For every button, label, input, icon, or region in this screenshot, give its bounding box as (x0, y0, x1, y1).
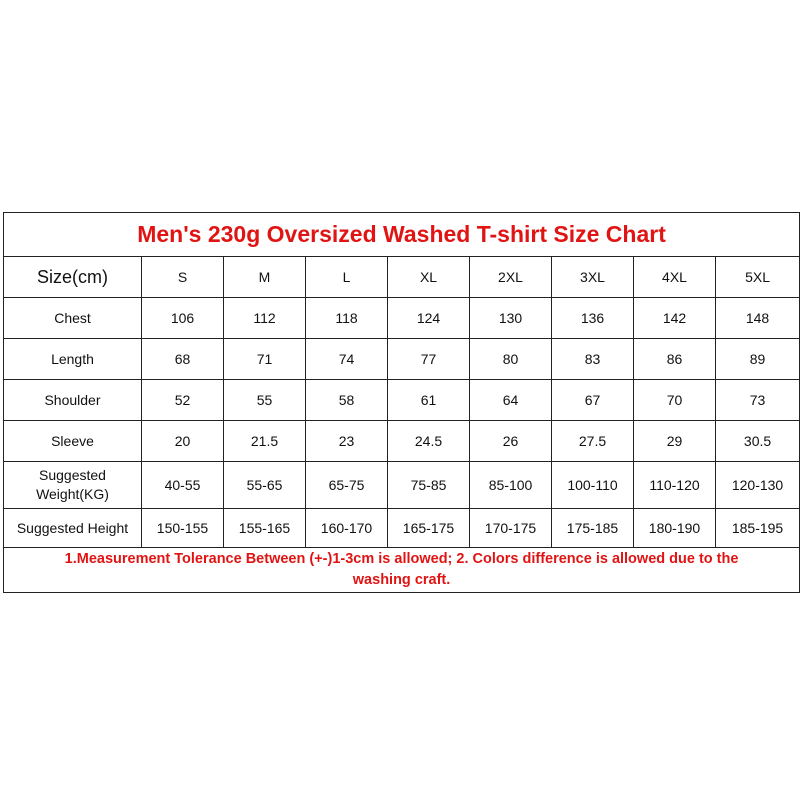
table-cell: 155-165 (224, 509, 306, 548)
note-line: washing craft. (352, 572, 451, 588)
size-header-cell: 5XL (716, 257, 800, 298)
table-cell: 68 (142, 339, 224, 380)
row-label: Chest (4, 298, 142, 339)
table-cell: 55-65 (224, 462, 306, 509)
table-cell: 100-110 (552, 462, 634, 509)
table-header-row (4, 257, 800, 298)
row-label: Length (4, 339, 142, 380)
note-line: 1.Measurement Tolerance Between (+-)1-3cm is allowed; 2. Colors difference is allowed due to the (64, 551, 739, 567)
table-row-length (4, 339, 800, 380)
table-cell: 71 (224, 339, 306, 380)
row-label-line: Weight(KG) (36, 486, 109, 502)
table-cell: 61 (388, 380, 470, 421)
size-header-cell: S (142, 257, 224, 298)
table-row-sleeve (4, 421, 800, 462)
table-cell: 58 (306, 380, 388, 421)
size-header-cell: M (224, 257, 306, 298)
table-cell: 112 (224, 298, 306, 339)
table-cell: 130 (470, 298, 552, 339)
table-cell: 150-155 (142, 509, 224, 548)
table-cell: 74 (306, 339, 388, 380)
table-cell: 70 (634, 380, 716, 421)
table-cell: 106 (142, 298, 224, 339)
table-cell: 136 (552, 298, 634, 339)
table-cell: 180-190 (634, 509, 716, 548)
table-cell: 185-195 (716, 509, 800, 548)
chart-title-cell (4, 213, 800, 257)
table-cell: 142 (634, 298, 716, 339)
size-header-cell: 2XL (470, 257, 552, 298)
table-row-suggested-weight (4, 462, 800, 509)
row-label: Sleeve (4, 421, 142, 462)
table-cell: 67 (552, 380, 634, 421)
table-cell: 27.5 (552, 421, 634, 462)
table-cell: 23 (306, 421, 388, 462)
table-cell: 85-100 (470, 462, 552, 509)
size-header-cell: L (306, 257, 388, 298)
table-cell: 65-75 (306, 462, 388, 509)
table-cell: 86 (634, 339, 716, 380)
table-cell: 124 (388, 298, 470, 339)
row-label (4, 462, 142, 509)
size-header-cell: 4XL (634, 257, 716, 298)
table-cell: 55 (224, 380, 306, 421)
table-cell: 89 (716, 339, 800, 380)
row-label-line: Suggested (39, 467, 106, 483)
chart-title: Men's 230g Oversized Washed T-shirt Size Chart (137, 221, 666, 247)
table-cell: 110-120 (634, 462, 716, 509)
size-header-cell: 3XL (552, 257, 634, 298)
table-cell: 73 (716, 380, 800, 421)
size-chart-table (3, 212, 800, 593)
table-cell: 64 (470, 380, 552, 421)
table-cell: 20 (142, 421, 224, 462)
table-cell: 24.5 (388, 421, 470, 462)
row-label: Suggested Height (4, 509, 142, 548)
table-cell: 21.5 (224, 421, 306, 462)
row-label: Shoulder (4, 380, 142, 421)
table-row-shoulder (4, 380, 800, 421)
tolerance-note (4, 548, 800, 593)
table-cell: 120-130 (716, 462, 800, 509)
table-cell: 40-55 (142, 462, 224, 509)
table-cell: 77 (388, 339, 470, 380)
table-cell: 26 (470, 421, 552, 462)
table-cell: 170-175 (470, 509, 552, 548)
table-cell: 30.5 (716, 421, 800, 462)
table-cell: 80 (470, 339, 552, 380)
table-cell: 160-170 (306, 509, 388, 548)
table-cell: 29 (634, 421, 716, 462)
table-cell: 52 (142, 380, 224, 421)
table-row-suggested-height (4, 509, 800, 548)
size-header-cell: XL (388, 257, 470, 298)
table-cell: 175-185 (552, 509, 634, 548)
table-cell: 75-85 (388, 462, 470, 509)
table-cell: 83 (552, 339, 634, 380)
table-row-chest (4, 298, 800, 339)
size-header-label: Size(cm) (4, 257, 142, 298)
table-cell: 165-175 (388, 509, 470, 548)
table-cell: 118 (306, 298, 388, 339)
table-cell: 148 (716, 298, 800, 339)
